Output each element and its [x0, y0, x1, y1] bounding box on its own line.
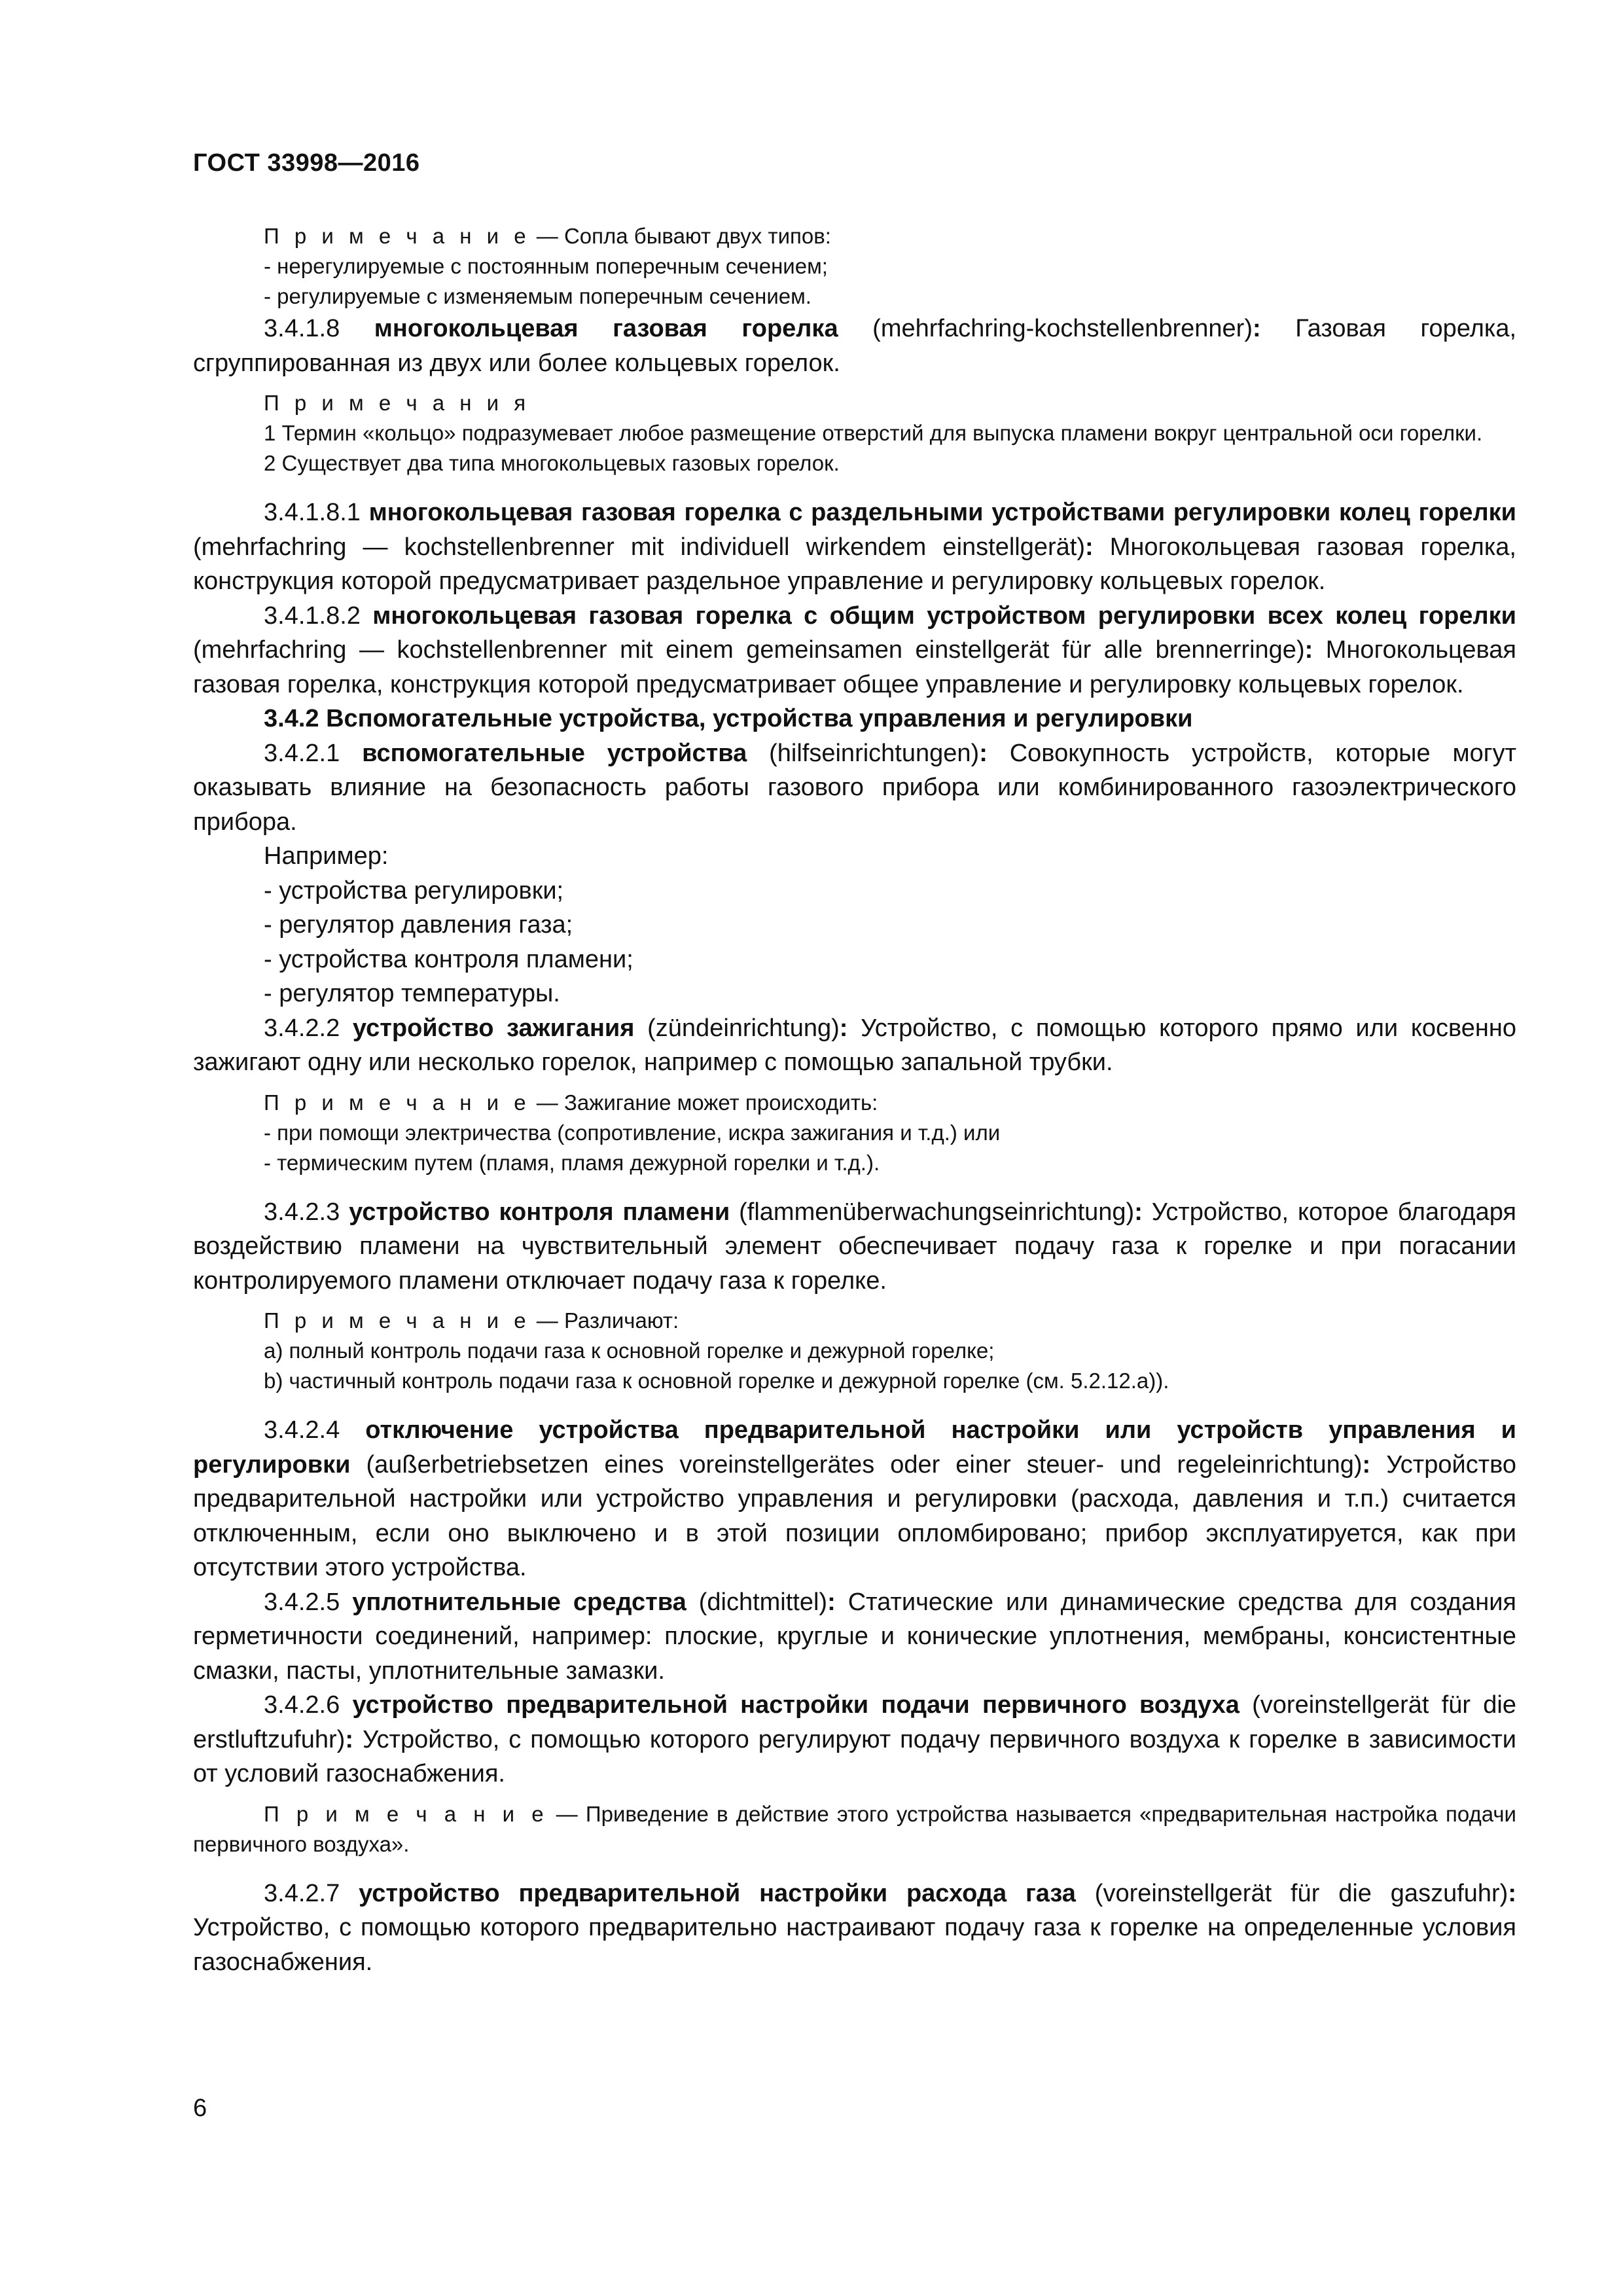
- term-german: (mehrfachring-kochstellenbrenner): [838, 315, 1253, 342]
- term-title: устройство предварительной настройки расхода газа: [359, 1879, 1076, 1907]
- note-nozzles: [193, 221, 1516, 312]
- term-3-4-1-8-1: [193, 495, 1516, 599]
- example-label: Например:: [264, 842, 389, 870]
- term-number: 3.4.1.8.1: [264, 499, 369, 526]
- term-3-4-1-8-2: [193, 599, 1516, 702]
- note-item: - нерегулируемые с постоянным поперечным сечением;: [264, 254, 828, 278]
- term-3-4-2-2: [193, 1011, 1516, 1080]
- term-3-4-2-1: [193, 736, 1516, 840]
- term-colon: :: [1508, 1879, 1516, 1907]
- term-definition: Устройство, с помощью которого предварительно настраивают подачу газа к горелке на определенные условия газоснабжения.: [193, 1914, 1516, 1976]
- example-item: - устройства контроля пламени;: [264, 945, 633, 973]
- term-colon: :: [345, 1725, 353, 1753]
- document-page: [193, 0, 1516, 2296]
- term-definition: Устройство, которое благодаря воздействию пламени на чувствительный элемент обеспечивает подачу газа к горелке и при погасании контролируемого пламени отключает подачу газа к горелке.: [193, 1198, 1517, 1295]
- term-number: 3.4.2.2: [264, 1014, 353, 1042]
- term-german: (hilfseinrichtungen): [747, 739, 980, 767]
- term-title: отключение устройства предварительной настройки или устройств управления и регулировки: [193, 1416, 1517, 1479]
- note-item: а) полный контроль подачи газа к основной горелке и дежурной горелке;: [264, 1338, 995, 1363]
- term-title: устройство предварительной настройки подачи первичного воздуха: [352, 1691, 1240, 1719]
- example-item: - регулятор давления газа;: [264, 911, 573, 939]
- term-3-4-2-3: [193, 1195, 1516, 1299]
- term-colon: :: [1252, 315, 1261, 342]
- note-text: — Различают:: [530, 1308, 679, 1333]
- document-body: [193, 221, 1516, 1979]
- term-3-4-1-8: [193, 312, 1516, 380]
- term-german: (außerbetriebsetzen eines voreinstellgerätes oder einer steuer- und regeleinrichtung): [350, 1450, 1363, 1479]
- note-item: - термическим путем (пламя, пламя дежурной горелки и т.д.).: [264, 1150, 880, 1175]
- term-colon: :: [979, 739, 988, 767]
- term-colon: :: [839, 1014, 848, 1042]
- term-title: уплотнительные средства: [352, 1588, 687, 1616]
- example-item: - регулятор температуры.: [264, 980, 560, 1007]
- section-heading-3-4-2: 3.4.2 Вспомогательные устройства, устройства управления и регулировки: [264, 705, 1193, 732]
- term-number: 3.4.2.4: [264, 1416, 366, 1444]
- note-label: П р и м е ч а н и е: [264, 1090, 531, 1115]
- notes-multiring: [193, 388, 1516, 478]
- term-number: 3.4.2.1: [264, 739, 363, 767]
- example-item: - устройства регулировки;: [264, 876, 564, 905]
- note-label: П р и м е ч а н и е: [264, 1801, 548, 1826]
- term-number: 3.4.1.8: [264, 315, 374, 342]
- term-number: 3.4.2.3: [264, 1198, 349, 1226]
- note-item: - при помощи электричества (сопротивление, искра зажигания и т.д.) или: [264, 1120, 1001, 1145]
- note-item: 2 Существует два типа многокольцевых газовых горелок.: [264, 451, 840, 475]
- term-german: (voreinstellgerät für die gaszufuhr): [1075, 1879, 1508, 1907]
- note-primary-air: [193, 1799, 1516, 1859]
- term-number: 3.4.2.6: [264, 1691, 353, 1719]
- term-number: 3.4.1.8.2: [264, 601, 373, 630]
- note-item: - регулируемые с изменяемым поперечным сечением.: [264, 284, 812, 308]
- term-definition: Устройство предварительной настройки или устройство управления и регулировки (расхода, давления и т.п.) считается отключенным, если оно выключено и в этой позиции опломбировано; прибор эксплуатируется, как при отсутствии этого устройства.: [193, 1450, 1516, 1581]
- term-definition: Статические или динамические средства для создания герметичности соединений, например: плоские, круглые и конические уплотнения, мембраны, консистентные смазки, пасты, уплотнительные замазки.: [193, 1588, 1517, 1685]
- term-definition: Совокупность устройств, которые могут оказывать влияние на безопасность работы газового прибора или комбинированного газоэлектрического прибора.: [193, 739, 1517, 836]
- term-3-4-2-6: [193, 1688, 1516, 1791]
- term-definition: Многокольцевая газовая горелка, конструкция которой предусматривает раздельное управление и регулировку кольцевых горелок.: [193, 533, 1516, 595]
- term-3-4-2-5: [193, 1585, 1516, 1689]
- term-colon: :: [1304, 636, 1313, 664]
- term-title: многокольцевая газовая горелка с раздельными устройствами регулировки колец горелки: [368, 499, 1516, 526]
- note-item: 1 Термин «кольцо» подразумевает любое размещение отверстий для выпуска пламени вокруг центральной оси горелки.: [264, 421, 1483, 445]
- term-colon: :: [1084, 533, 1094, 561]
- term-colon: :: [827, 1588, 836, 1616]
- term-colon: :: [1362, 1450, 1371, 1479]
- term-title: вспомогательные устройства: [362, 739, 747, 767]
- term-definition: Устройство, с помощью которого прямо или косвенно зажигают одну или несколько горелок, например с помощью запальной трубки.: [193, 1014, 1517, 1076]
- note-label: П р и м е ч а н и е: [264, 224, 531, 248]
- term-definition: Газовая горелка, сгруппированная из двух или более кольцевых горелок.: [193, 315, 1517, 377]
- note-ignition: [193, 1088, 1516, 1178]
- term-title: многокольцевая газовая горелка с общим устройством регулировки всех колец горелки: [372, 601, 1516, 630]
- note-flame-control: [193, 1306, 1516, 1396]
- note-text: — Приведение в действие этого устройства называется «предварительная настройка подачи первичного воздуха».: [193, 1801, 1516, 1856]
- term-german: (voreinstellgerät für die erstluftzufuhr): [193, 1691, 1516, 1753]
- note-label: П р и м е ч а н и я: [264, 391, 531, 415]
- note-label: П р и м е ч а н и е: [264, 1308, 531, 1333]
- note-text: — Зажигание может происходить:: [530, 1090, 878, 1115]
- term-definition: Многокольцевая газовая горелка, конструкция которой предусматривает общее управление и регулировку кольцевых горелок.: [193, 636, 1516, 698]
- term-number: 3.4.2.5: [264, 1588, 353, 1616]
- term-title: устройство контроля пламени: [349, 1198, 730, 1226]
- term-title: многокольцевая газовая горелка: [374, 315, 838, 342]
- term-german: (zündeinrichtung): [634, 1014, 840, 1042]
- term-german: (flammenüberwachungseinrichtung): [730, 1198, 1135, 1226]
- term-german: (dichtmittel): [686, 1588, 828, 1616]
- term-title: устройство зажигания: [352, 1014, 635, 1042]
- term-german: (mehrfachring — kochstellenbrenner mit individuell wirkendem einstellgerät): [193, 533, 1085, 561]
- term-german: (mehrfachring — kochstellenbrenner mit einem gemeinsamen einstellgerät für alle brennerringe): [193, 636, 1305, 664]
- term-3-4-2-7: [193, 1876, 1516, 1980]
- term-number: 3.4.2.7: [264, 1879, 359, 1907]
- note-text: — Сопла бывают двух типов:: [530, 224, 831, 248]
- note-item: b) частичный контроль подачи газа к основной горелке и дежурной горелке (см. 5.2.12.а)).: [264, 1369, 1169, 1393]
- term-colon: :: [1134, 1198, 1143, 1226]
- term-3-4-2-4: [193, 1413, 1516, 1585]
- term-definition: Устройство, с помощью которого регулируют подачу первичного воздуха к горелке в зависимости от условий газоснабжения.: [193, 1725, 1516, 1787]
- document-header: ГОСТ 33998—2016: [193, 149, 420, 177]
- page-number: 6: [193, 2094, 207, 2122]
